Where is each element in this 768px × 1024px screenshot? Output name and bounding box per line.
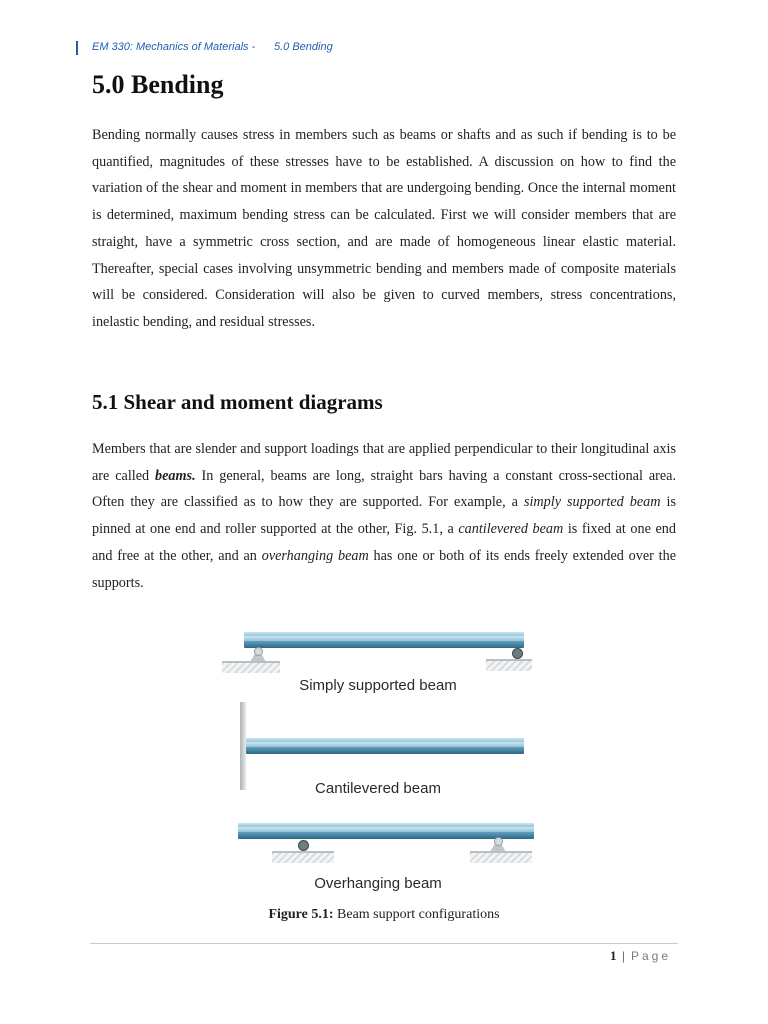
para2-text-2: In general, beams are long, straight bars having a constant cross-sectional area. Often they are classified as to how they are supported. For example, a xyxy=(92,467,676,511)
beams-paragraph xyxy=(92,436,676,596)
simply-supported-beam xyxy=(244,632,524,648)
ground-hatch-left xyxy=(272,851,334,863)
label-cantilevered: Cantilevered beam xyxy=(315,780,441,797)
para2-text-1: Members that are slender and support loadings that are applied perpendicular to their longitudinal axis are called xyxy=(92,441,676,484)
label-simply-supported: Simply supported beam xyxy=(299,677,457,694)
term-overhanging: overhanging beam xyxy=(261,547,369,564)
intro-paragraph: Bending normally causes stress in members such as beams or shafts and as such if bending is to be quantified, magnitudes of these stresses have to be established. A discussion on how to find the variation of the shear and moment in members that are undergoing bending. Once the internal moment is determined, maximum bending stress can be calculated. First we will consider members that are straight, have a symmetric cross section, and are made of homogeneous linear elastic material. Thereafter, special cases involving unsymmetric bending and members made of composite materials will be considered. Consideration will also be given to curved members, stress concentrations, inelastic bending, and residual stresses. xyxy=(92,127,676,330)
para2-text-3: is pinned at one end and roller supported at the other, Fig. 5.1, a xyxy=(92,494,676,538)
para2-text-5: has one or both of its ends freely extended over the supports. xyxy=(92,547,677,591)
cantilevered-beam xyxy=(246,738,524,754)
pin-head-icon xyxy=(494,837,503,846)
section-heading: 5.1 Shear and moment diagrams xyxy=(92,390,383,414)
page-title: 5.0 Bending xyxy=(92,70,224,99)
roller-support-icon xyxy=(512,648,523,659)
ground-hatch-right xyxy=(470,851,532,863)
beam-support-figure xyxy=(218,620,538,905)
ground-hatch-left xyxy=(222,661,280,673)
ground-hatch-right xyxy=(486,659,532,671)
label-overhanging: Overhanging beam xyxy=(314,875,442,892)
footer-page-word: Page xyxy=(631,949,672,963)
para2-text-4: is fixed at one end and free at the other, and an xyxy=(92,521,676,564)
figure-caption-label: Figure 5.1: xyxy=(268,907,334,922)
page-number: 1 xyxy=(610,948,617,963)
term-simply-supported: simply supported beam xyxy=(523,494,661,511)
figure-caption xyxy=(0,907,768,923)
footer-rule xyxy=(90,943,678,944)
overhanging-beam xyxy=(238,823,534,839)
term-beams: beams. xyxy=(155,467,196,484)
header-course: EM 330: Mechanics of Materials - xyxy=(92,41,256,53)
header-accent-bar xyxy=(76,41,78,55)
header-section: 5.0 Bending xyxy=(274,41,333,53)
term-cantilevered: cantilevered beam xyxy=(458,521,564,538)
footer-separator: | xyxy=(622,948,625,963)
roller-support-icon xyxy=(298,840,309,851)
figure-caption-text: Beam support configurations xyxy=(333,907,500,922)
pin-head-icon xyxy=(254,647,263,656)
